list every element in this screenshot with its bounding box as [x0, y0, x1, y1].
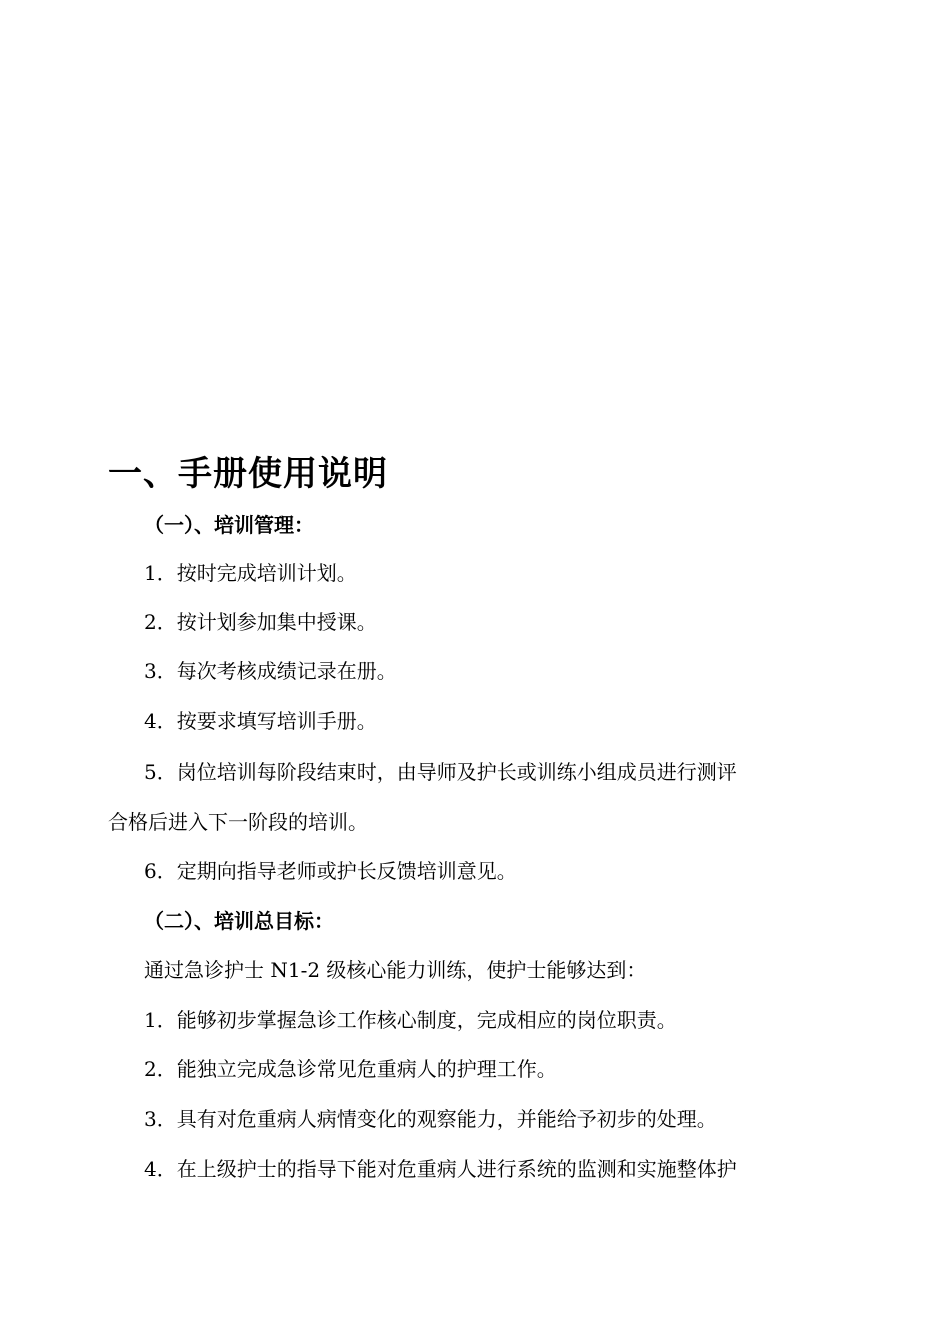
- training-management-item-3: 3．每次考核成绩记录在册。: [144, 659, 397, 683]
- training-goals-item-4: 4．在上级护士的指导下能对危重病人进行系统的监测和实施整体护: [144, 1157, 737, 1181]
- training-management-item-5-continued: 合格后进入下一阶段的培训。: [108, 810, 368, 834]
- training-goals-item-3: 3．具有对危重病人病情变化的观察能力，并能给予初步的处理。: [144, 1107, 717, 1131]
- training-management-item-2: 2．按计划参加集中授课。: [144, 610, 377, 634]
- training-goals-intro: 通过急诊护士 N1-2 级核心能力训练，使护士能够达到：: [144, 958, 647, 982]
- training-goals-item-1: 1．能够初步掌握急诊工作核心制度，完成相应的岗位职责。: [144, 1008, 677, 1032]
- training-management-item-1: 1．按时完成培训计划。: [144, 561, 357, 585]
- training-goals-item-2: 2．能独立完成急诊常见危重病人的护理工作。: [144, 1057, 557, 1081]
- training-goals-heading: （二）、培训总目标：: [144, 909, 334, 933]
- training-management-item-6: 6．定期向指导老师或护长反馈培训意见。: [144, 859, 517, 883]
- training-management-heading: （一）、培训管理：: [144, 513, 314, 537]
- training-management-item-4: 4．按要求填写培训手册。: [144, 709, 377, 733]
- training-management-item-5: 5．岗位培训每阶段结束时，由导师及护长或训练小组成员进行测评: [144, 760, 737, 784]
- section-title: 一、手册使用说明: [108, 454, 388, 494]
